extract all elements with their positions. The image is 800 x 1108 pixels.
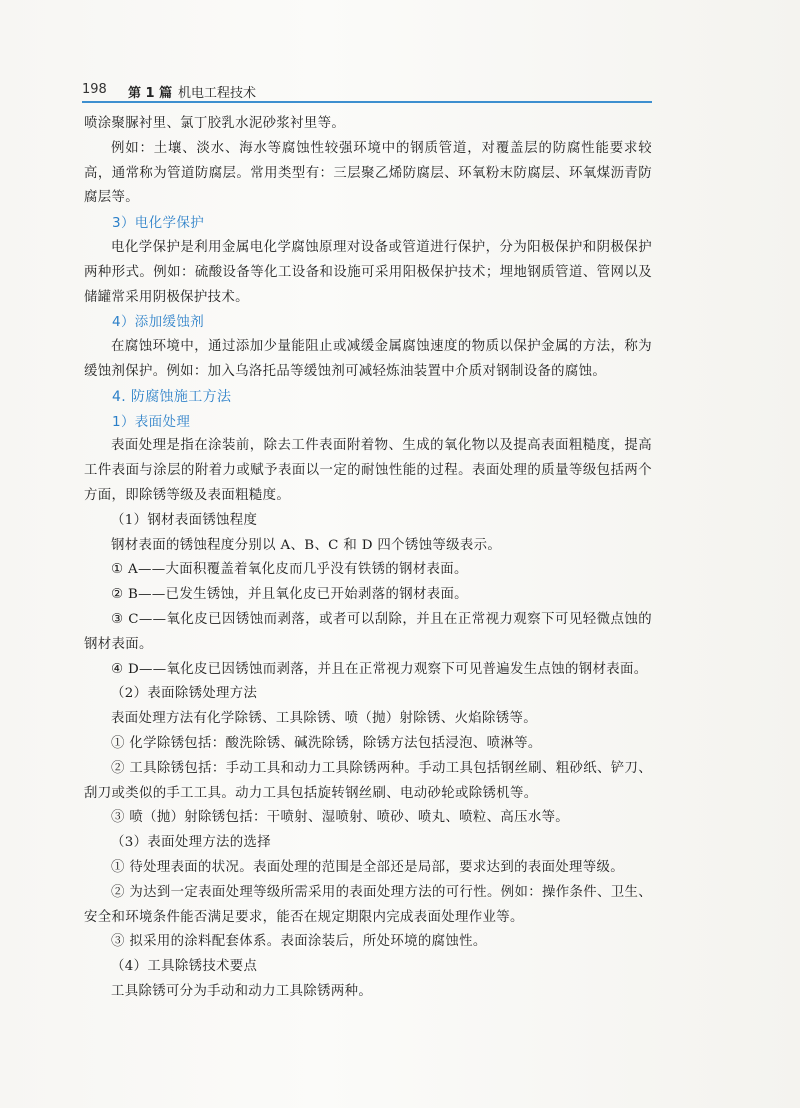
subsection-heading: （4）工具除锈技术要点 bbox=[111, 959, 258, 975]
list-item: ③ C——氧化皮已因锈蚀而剥落，或者可以刮除，并且在正常视力观察下可见轻微点蚀的钢材表面。 bbox=[84, 611, 652, 652]
list-item: ② B——已发生锈蚀，并且氧化皮已开始剥落的钢材表面。 bbox=[111, 587, 468, 603]
paragraph: 喷涂聚脲衬里、氯丁胶乳水泥砂浆衬里等。 bbox=[84, 116, 346, 131]
paragraph: 工具除锈可分为手动和动力工具除锈两种。 bbox=[111, 983, 373, 999]
body-text bbox=[84, 112, 652, 1005]
header-rule bbox=[82, 101, 652, 103]
paragraph: 例如：土壤、淡水、海水等腐蚀性较强环境中的钢质管道，对覆盖层的防腐性能要求较高，通常称为管道防腐层。常用类型有：三层聚乙烯防腐层、环氧粉末防腐层、环氧煤沥青防腐层等。 bbox=[84, 140, 652, 206]
list-item: ③ 拟采用的涂料配套体系。表面涂装后，所处环境的腐蚀性。 bbox=[111, 934, 487, 950]
subsection-heading: （3）表面处理方法的选择 bbox=[111, 835, 272, 851]
page-number: 198 bbox=[82, 82, 107, 97]
part-label: 第 1 篇 bbox=[128, 86, 173, 101]
section-heading: 3）电化学保护 bbox=[112, 215, 205, 232]
list-item: ① 待处理表面的状况。表面处理的范围是全部还是局部，要求达到的表面处理等级。 bbox=[111, 859, 625, 875]
page-header bbox=[82, 80, 652, 102]
list-item: ② 为达到一定表面处理等级所需采用的表面处理方法的可行性。例如：操作条件、卫生、安全和环境条件能否满足要求，能否在规定期限内完成表面处理作业等。 bbox=[84, 884, 652, 925]
paragraph: 表面处理是指在涂装前，除去工件表面附着物、生成的氧化物以及提高表面粗糙度，提高工件表面与涂层的附着力或赋予表面以一定的耐蚀性能的过程。表面处理的质量等级包括两个方面，即除锈等级及表面粗糙度。 bbox=[84, 438, 652, 503]
paragraph: 电化学保护是利用金属电化学腐蚀原理对设备或管道进行保护，分为阳极保护和阴极保护两种形式。例如：硫酸设备等化工设备和设施可采用阳极保护技术；埋地钢质管道、管网以及储罐常采用阴极保护技术。 bbox=[84, 239, 652, 305]
subsection-heading: （2）表面除锈处理方法 bbox=[111, 686, 258, 702]
paragraph: 表面处理方法有化学除锈、工具除锈、喷（抛）射除锈、火焰除锈等。 bbox=[111, 711, 537, 727]
subsection-heading: （1）钢材表面锈蚀程度 bbox=[111, 512, 258, 528]
list-item: ① A——大面积覆盖着氧化皮而几乎没有铁锈的钢材表面。 bbox=[111, 562, 468, 578]
list-item: ④ D——氧化皮已因锈蚀而剥落，并且在正常视力观察下可见普遍发生点蚀的钢材表面。 bbox=[111, 661, 648, 677]
section-heading: 1）表面处理 bbox=[112, 413, 191, 430]
list-item: ③ 喷（抛）射除锈包括：干喷射、湿喷射、喷砂、喷丸、喷粒、高压水等。 bbox=[111, 810, 570, 826]
paragraph: 在腐蚀环境中，通过添加少量能阻止或减缓金属腐蚀速度的物质以保护金属的方法，称为缓蚀剂保护。例如：加入乌洛托品等缓蚀剂可减轻炼油装置中介质对钢制设备的腐蚀。 bbox=[84, 339, 652, 379]
list-item: ① 化学除锈包括：酸洗除锈、碱洗除锈，除锈方法包括浸泡、喷淋等。 bbox=[111, 735, 542, 751]
chapter-heading: 4. 防腐蚀施工方法 bbox=[112, 388, 232, 405]
paragraph: 钢材表面的锈蚀程度分别以 A、B、C 和 D 四个锈蚀等级表示。 bbox=[111, 537, 502, 553]
section-heading: 4）添加缓蚀剂 bbox=[112, 314, 205, 331]
list-item: ② 工具除锈包括：手动工具和动力工具除锈两种。手动工具包括钢丝刷、粗砂纸、铲刀、刮刀或类似的手工工具。动力工具包括旋转钢丝刷、电动砂轮或除锈机等。 bbox=[84, 760, 652, 801]
part-title: 机电工程技术 bbox=[178, 86, 257, 101]
